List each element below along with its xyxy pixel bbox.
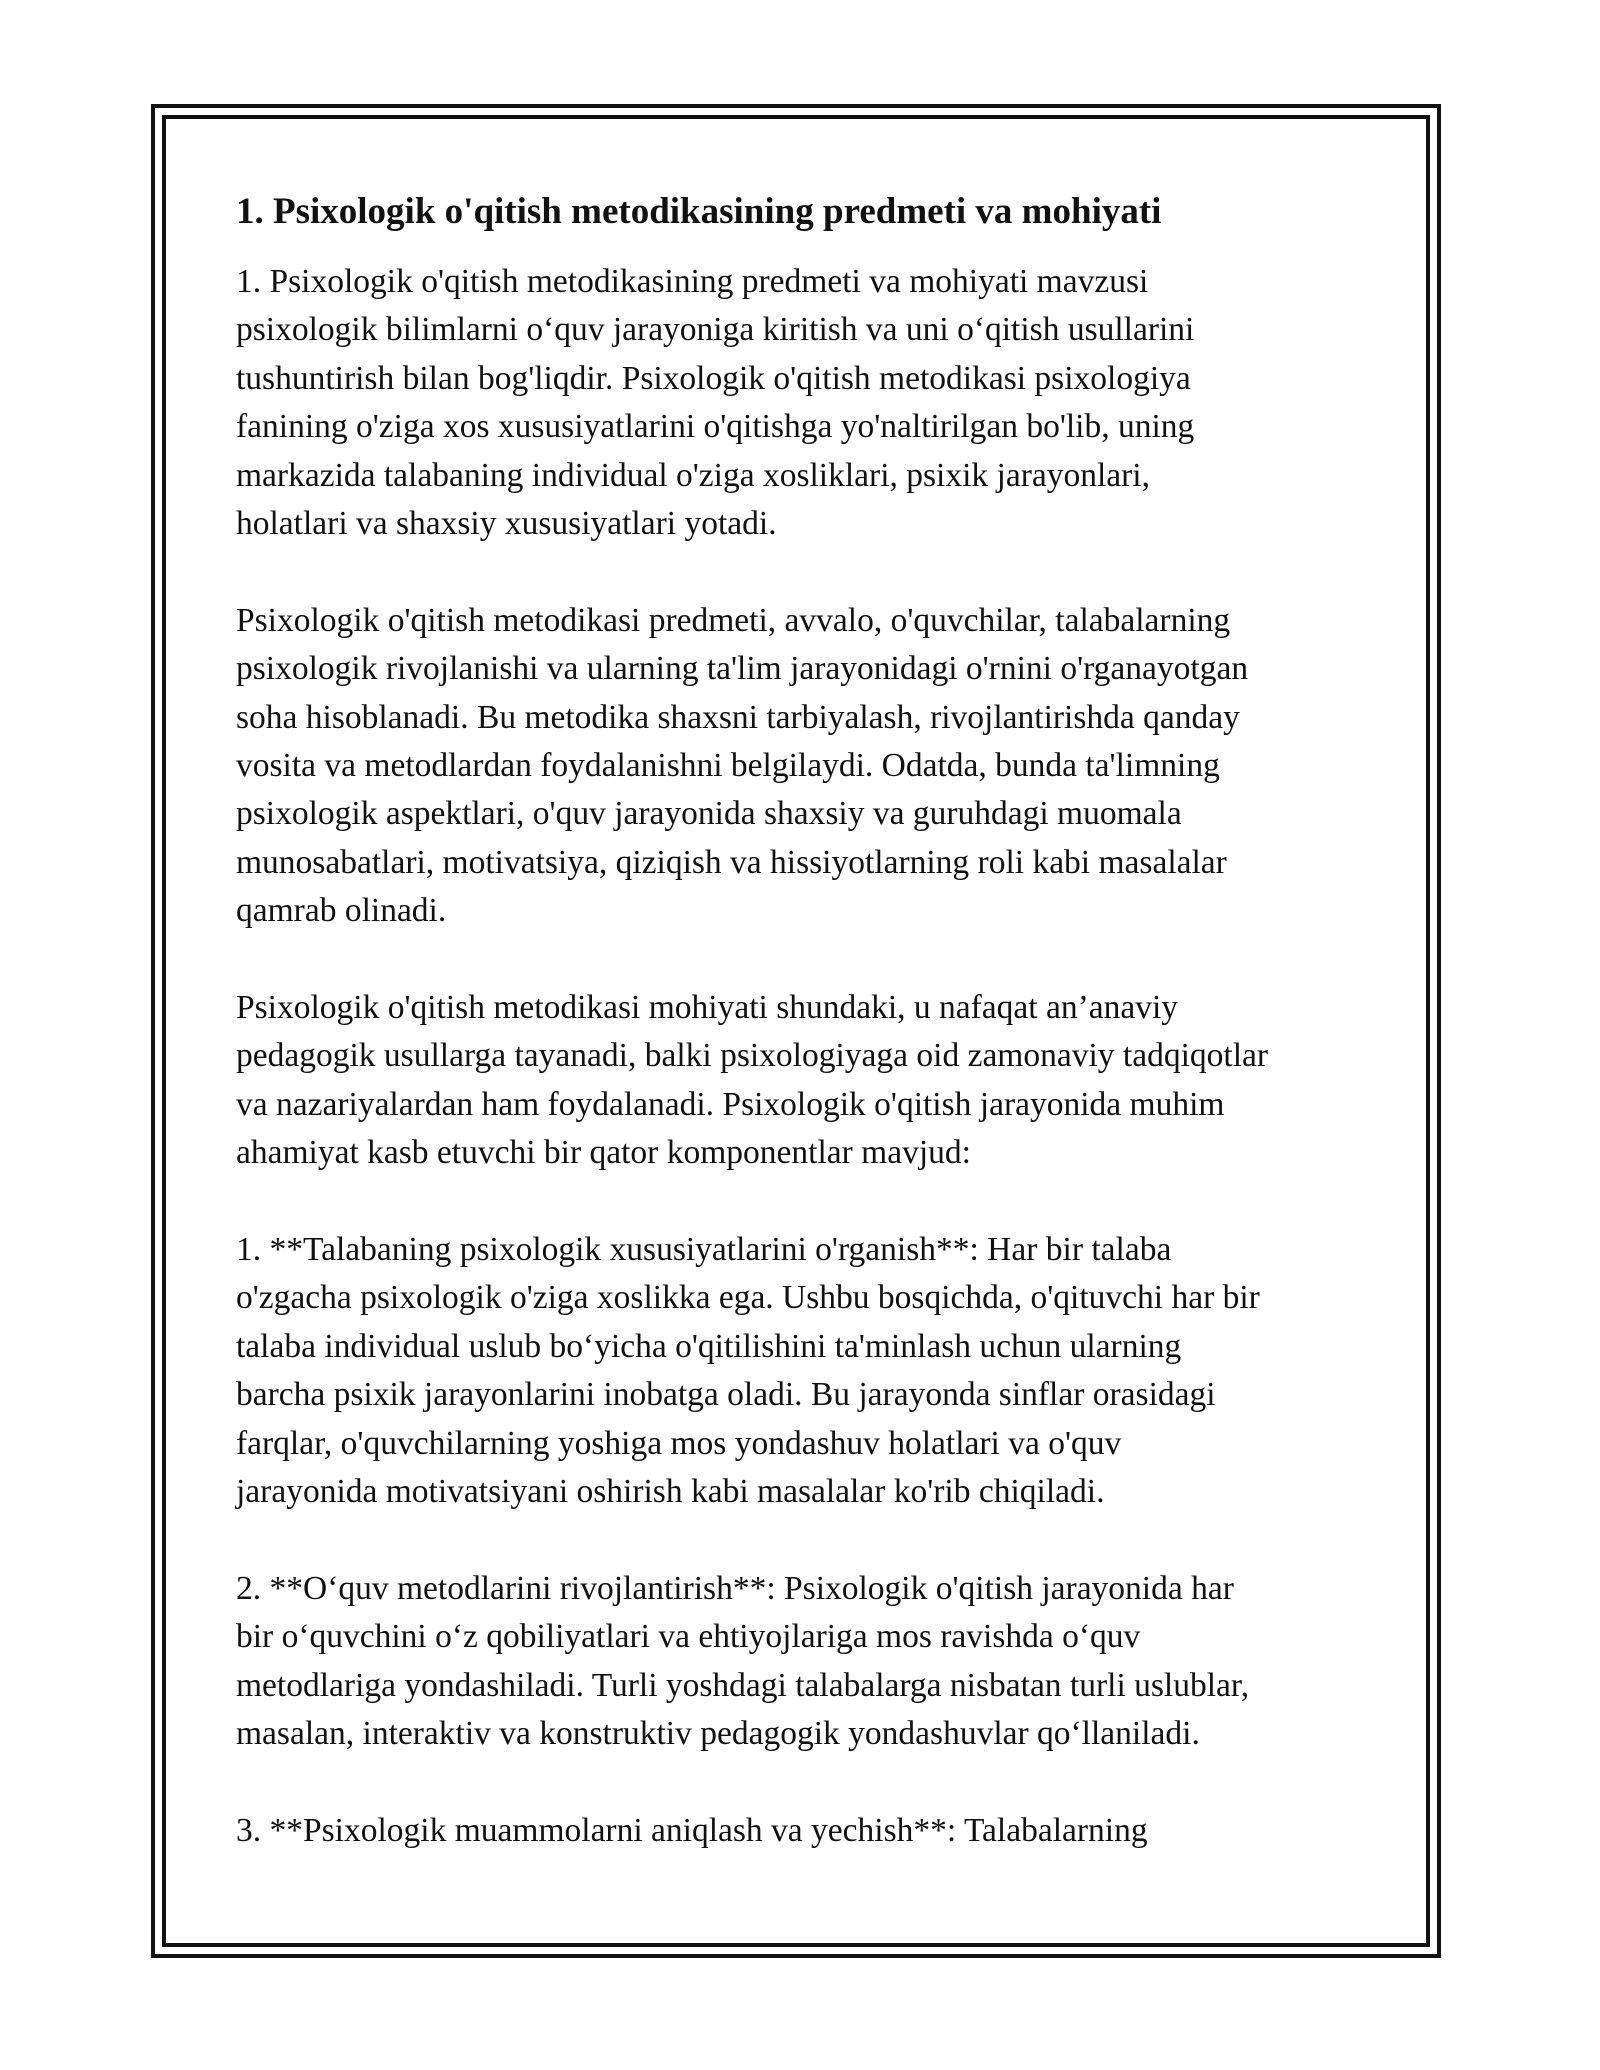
paragraph-intro xyxy=(236,258,1376,548)
text-line: vosita va metodlardan foydalanishni belgilaydi. Odatda, bunda ta'limning xyxy=(236,747,1220,785)
text-line: 1. **Talabaning psixologik xususiyatlarini o'rganish**: Har bir talaba xyxy=(236,1231,1172,1269)
list-item-3 xyxy=(236,1807,1376,1855)
paragraph-essence xyxy=(236,984,1376,1178)
text-line: talaba individual uslub bo‘yicha o'qitilishini ta'minlash uchun ularning xyxy=(236,1327,1182,1365)
text-line: va nazariyalardan ham foydalanadi. Psixologik o'qitish jarayonida muhim xyxy=(236,1085,1225,1123)
paragraph-subject xyxy=(236,597,1376,936)
text-line: tushuntirish bilan bog'liqdir. Psixologik o'qitish metodikasi psixologiya xyxy=(236,359,1191,397)
text-line: masalan, interaktiv va konstruktiv pedagogik yondashuvlar qo‘llaniladi. xyxy=(236,1715,1200,1753)
text-line: markazida talabaning individual o'ziga xosliklari, psixik jarayonlari, xyxy=(236,456,1150,494)
text-line: fanining o'ziga xos xususiyatlarini o'qitishga yo'naltirilgan bo'lib, uning xyxy=(236,408,1195,446)
text-line: pedagogik usullarga tayanadi, balki psixologiyaga oid zamonaviy tadqiqotlar xyxy=(236,1037,1269,1075)
list-item-1 xyxy=(236,1226,1376,1516)
list-item-2 xyxy=(236,1565,1376,1759)
text-line: psixologik aspektlari, o'quv jarayonida shaxsiy va guruhdagi muomala xyxy=(236,795,1182,833)
text-line: 1. Psixologik o'qitish metodikasining predmeti va mohiyati mavzusi xyxy=(236,263,1149,300)
text-line: holatlari va shaxsiy xususiyatlari yotadi. xyxy=(236,505,777,543)
text-line: 2. **O‘quv metodlarini rivojlantirish**: Psixologik o'qitish jarayonida har xyxy=(236,1569,1234,1607)
text-line: barcha psixik jarayonlarini inobatga oladi. Bu jarayonda sinflar orasidagi xyxy=(236,1376,1216,1414)
text-line: psixologik rivojlanishi va ularning ta'lim jarayonidagi o'rnini o'rganayotgan xyxy=(236,650,1249,688)
document-body xyxy=(236,186,1376,1855)
text-line: bir o‘quvchini o‘z qobiliyatlari va ehtiyojlariga mos ravishda o‘quv xyxy=(236,1618,1141,1656)
text-line: Psixologik o'qitish metodikasi mohiyati shundaki, u nafaqat an’anaviy xyxy=(236,989,1179,1027)
text-line: munosabatlari, motivatsiya, qiziqish va hissiyotlarning roli kabi masalalar xyxy=(236,843,1227,881)
text-line: 3. **Psixologik muammolarni aniqlash va yechish**: Talabalarning xyxy=(236,1811,1148,1849)
text-line: ahamiyat kasb etuvchi bir qator komponentlar mavjud: xyxy=(236,1134,971,1172)
document-title: 1. Psixologik o'qitish metodikasining predmeti va mohiyati xyxy=(236,191,1162,232)
text-line: qamrab olinadi. xyxy=(236,892,447,930)
text-line: o'zgacha psixologik o'ziga xoslikka ega. Ushbu bosqichda, o'qituvchi har bir xyxy=(236,1279,1260,1317)
text-line: jarayonida motivatsiyani oshirish kabi masalalar ko'rib chiqiladi. xyxy=(236,1473,1105,1511)
text-line: psixologik bilimlarni o‘quv jarayoniga kiritish va uni o‘qitish usullarini xyxy=(236,311,1195,349)
text-line: Psixologik o'qitish metodikasi predmeti, avvalo, o'quvchilar, talabalarning xyxy=(236,601,1231,639)
text-line: metodlariga yondashiladi. Turli yoshdagi talabalarga nisbatan turli uslublar, xyxy=(236,1666,1250,1704)
text-line: farqlar, o'quvchilarning yoshiga mos yondashuv holatlari va o'quv xyxy=(236,1424,1122,1462)
text-line: soha hisoblanadi. Bu metodika shaxsni tarbiyalash, rivojlantirishda qanday xyxy=(236,698,1240,736)
